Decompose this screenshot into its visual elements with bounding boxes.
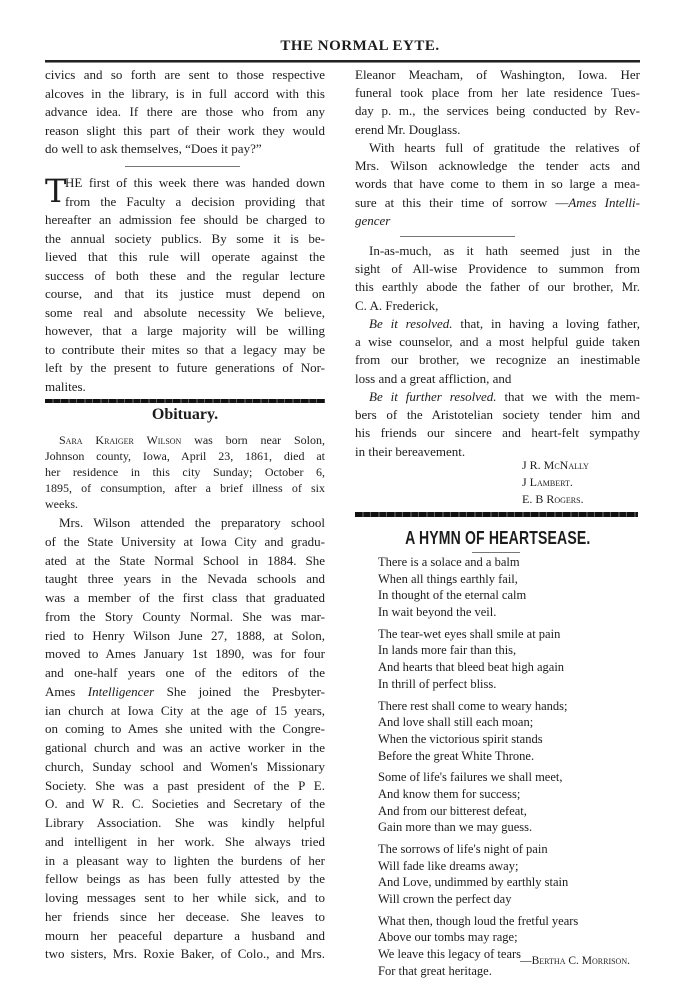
poem-line: There is a solace and a balm bbox=[378, 555, 520, 569]
text-line bbox=[45, 248, 325, 267]
poem-author: —Bertha C. Morrison. bbox=[520, 955, 630, 967]
poem-line: And from our bitterest defeat, bbox=[378, 803, 527, 818]
editorial-paragraph-civics bbox=[45, 66, 325, 159]
italic-text: Ames Intelli- bbox=[568, 194, 640, 210]
section-divider bbox=[125, 166, 240, 167]
text-segment: Society. She was a past president of the P E. bbox=[45, 777, 325, 793]
text-segment: church, Sunday school and Women's Missionary bbox=[45, 758, 325, 774]
text-segment: was born near Solon, bbox=[181, 433, 325, 447]
text-segment: malites. bbox=[45, 378, 86, 394]
text-line bbox=[45, 359, 325, 378]
text-line bbox=[355, 443, 640, 461]
section-rule bbox=[355, 512, 638, 517]
signature: J R. McNally bbox=[522, 458, 589, 472]
text-line bbox=[45, 304, 325, 323]
text-segment: civics and so forth are sent to those respective bbox=[45, 67, 325, 82]
text-segment: from the Faculty a decision providing that bbox=[65, 193, 325, 209]
text-line bbox=[45, 645, 325, 664]
poem-line: When the victorious spirit stands bbox=[378, 731, 543, 746]
text-segment: ated at the State Normal School in 1884. She bbox=[45, 552, 325, 568]
poem-line: For that great heritage. bbox=[378, 963, 492, 978]
text-segment: Eleanor Meacham, of Washington, Iowa. Her bbox=[355, 67, 640, 82]
text-line bbox=[45, 795, 325, 814]
text-segment: Mrs. Wilson attended the preparatory school bbox=[59, 515, 325, 530]
poem-line: In wait beyond the veil. bbox=[378, 605, 497, 620]
text-line bbox=[45, 570, 325, 589]
text-line bbox=[355, 351, 640, 369]
text-line bbox=[355, 102, 640, 120]
text-segment: fellow beings as has been fully attested by the bbox=[45, 871, 325, 887]
text-segment: sure at this their time of sorrow — bbox=[355, 194, 569, 210]
poem-line: Will crown the perfect day bbox=[378, 892, 512, 907]
text-line bbox=[45, 627, 325, 646]
obituary-continuation bbox=[355, 66, 640, 139]
text-segment: reason slight this part of their work they would bbox=[45, 122, 325, 138]
text-line bbox=[45, 720, 325, 739]
text-line bbox=[45, 122, 325, 141]
text-line bbox=[355, 66, 640, 84]
poem-stanza bbox=[378, 841, 578, 908]
text-line bbox=[45, 852, 325, 871]
text-line bbox=[45, 814, 325, 833]
text-segment: in a pleasant way to lighten the burdens of her bbox=[45, 852, 325, 868]
small-caps-text: Sara Kraiger Wilson bbox=[59, 433, 182, 447]
italic-text: Be it resolved. bbox=[369, 316, 453, 331]
text-segment: of the State University at Iowa City and gradu- bbox=[45, 533, 325, 549]
text-line bbox=[45, 285, 325, 304]
text-line bbox=[355, 242, 640, 260]
poem-line: Will fade like dreams away; bbox=[378, 858, 519, 873]
text-segment: from the Story County Normal. She was mar- bbox=[45, 608, 325, 624]
text-segment: left by the present to future generations of Nor- bbox=[45, 360, 325, 375]
obituary-intro bbox=[45, 432, 325, 512]
text-segment: Library Association. She was kindly helpful bbox=[45, 815, 325, 830]
text-line bbox=[45, 758, 325, 777]
poem-line: When all things earthly fail, bbox=[378, 571, 518, 586]
resolution-preamble bbox=[355, 242, 640, 315]
poem-line: We leave this legacy of tears bbox=[378, 947, 522, 962]
text-segment: lieved that this rule will operate against the bbox=[45, 249, 325, 264]
italic-text: gencer bbox=[355, 212, 391, 228]
resolution-second bbox=[355, 388, 640, 461]
obituary-body bbox=[45, 514, 325, 964]
text-segment: and one-half years one of the editors of the bbox=[45, 665, 325, 680]
text-line bbox=[45, 908, 325, 927]
italic-text: Intelligencer bbox=[87, 683, 155, 699]
poem-line: The tear-wet eyes shall smile at pain bbox=[378, 626, 561, 641]
text-line bbox=[355, 315, 640, 333]
text-segment: hereafter an admission fee should be charged to bbox=[45, 212, 325, 227]
text-line bbox=[45, 448, 325, 464]
text-line bbox=[45, 464, 325, 480]
poem-line: There rest shall come to weary hands; bbox=[378, 698, 568, 713]
text-segment: do well to ask themselves, “Does it pay?” bbox=[45, 141, 262, 156]
italic-text: Be it further resolved. bbox=[369, 389, 497, 404]
text-line bbox=[45, 193, 325, 212]
text-line bbox=[45, 870, 325, 889]
text-segment: alcoves in the library, is in full accord with this bbox=[45, 85, 325, 101]
poem-stanza bbox=[378, 913, 578, 980]
poem-title bbox=[355, 528, 640, 549]
text-segment: bers of the Aristotelian society tender him and bbox=[355, 407, 640, 423]
text-line bbox=[355, 175, 640, 193]
text-line bbox=[45, 945, 325, 964]
poem-line: And love shall still each moan; bbox=[378, 715, 534, 730]
text-segment: in their bereavement. bbox=[355, 443, 466, 459]
text-line bbox=[355, 388, 640, 406]
text-line bbox=[45, 889, 325, 908]
text-line bbox=[355, 260, 640, 278]
text-line bbox=[45, 664, 325, 683]
text-segment: moved to Ames January 1st 1890, was for four bbox=[45, 646, 325, 662]
text-segment: his friends our sincere and heart-felt sympathy bbox=[355, 425, 640, 441]
text-segment: a wise counselor, and a most helpful guide taken bbox=[355, 334, 640, 350]
text-segment: on coming to Ames she united with the Congre- bbox=[45, 721, 325, 737]
text-segment: 1895, of consumption, after a brief illness of six bbox=[45, 481, 325, 495]
text-segment: advance idea. If there are those who from any bbox=[45, 104, 325, 119]
text-line bbox=[45, 927, 325, 946]
text-line bbox=[45, 833, 325, 852]
editorial-paragraph-admission-fee bbox=[45, 174, 325, 396]
text-segment: that, in having a loving father, bbox=[452, 316, 640, 331]
poem-line: What then, though loud the fretful years bbox=[378, 913, 579, 928]
poem-title-text: A HYMN OF HEARTSEASE. bbox=[404, 528, 591, 548]
poem-stanza bbox=[378, 554, 578, 621]
text-segment: C. A. Frederick, bbox=[355, 297, 439, 313]
poem-stanza bbox=[378, 769, 578, 836]
text-segment: day p. m., the services being conducted by Rev- bbox=[355, 103, 640, 119]
text-segment: this earthly abode the father of our brother, Mr. bbox=[355, 279, 640, 295]
text-segment: however, that a large majority will be willing bbox=[45, 323, 325, 338]
text-line bbox=[355, 406, 640, 424]
text-line bbox=[355, 121, 640, 139]
text-segment: from our brother, we recognize an inestimable bbox=[355, 352, 640, 368]
text-line bbox=[45, 589, 325, 608]
text-line bbox=[45, 341, 325, 360]
poem-line: Gain more than we may guess. bbox=[378, 820, 533, 835]
section-rule bbox=[45, 399, 325, 403]
text-line bbox=[355, 370, 640, 388]
text-segment: In-as-much, as it hath seemed just in the bbox=[369, 243, 640, 258]
poem-line: And Love, undimmed by earthly stain bbox=[378, 875, 569, 890]
text-segment: Mrs. Wilson acknowledge the tender acts and bbox=[355, 158, 640, 174]
text-segment: O. and W R. C. Societies and Secretary of the bbox=[45, 796, 325, 812]
text-segment: erend Mr. Douglass. bbox=[355, 121, 461, 137]
text-segment: Johnson county, Iowa, April 23, 1861, died at bbox=[45, 449, 325, 463]
poem-stanza bbox=[378, 698, 578, 765]
text-line bbox=[45, 211, 325, 230]
poem-line: The sorrows of life's night of pain bbox=[378, 842, 548, 856]
text-line bbox=[45, 267, 325, 286]
title-underline bbox=[472, 552, 520, 553]
text-line bbox=[45, 378, 325, 397]
text-line bbox=[45, 85, 325, 104]
text-segment: She joined the Presbyter- bbox=[154, 683, 325, 699]
text-segment: funeral took place from her late residence Tues- bbox=[355, 85, 640, 101]
obituary-heading: Obituary. bbox=[151, 406, 219, 423]
text-line bbox=[45, 702, 325, 721]
signature: J Lambert. bbox=[522, 475, 573, 489]
section-divider bbox=[400, 236, 515, 237]
poem-line: In thrill of perfect bliss. bbox=[378, 676, 497, 691]
text-line bbox=[45, 103, 325, 122]
text-line bbox=[45, 608, 325, 627]
text-segment: and intelligent in her work. She always tried bbox=[45, 833, 325, 849]
poem-line: Above our tombs may rage; bbox=[378, 930, 518, 945]
text-segment: was a member of the first class that graduated bbox=[45, 590, 325, 605]
text-segment: that we with the mem- bbox=[496, 389, 640, 404]
poem-line: Some of life's failures we shall meet, bbox=[378, 770, 563, 785]
text-segment: success of both these and the regular lecture bbox=[45, 267, 325, 283]
text-segment: Ames bbox=[45, 683, 88, 699]
text-line bbox=[45, 480, 325, 496]
text-segment: her residence in this city Sunday; October 6, bbox=[45, 465, 325, 479]
newspaper-masthead: THE NORMAL EYTE. bbox=[280, 38, 440, 54]
resolution-signatures bbox=[522, 457, 589, 508]
text-line bbox=[45, 533, 325, 552]
text-line bbox=[45, 739, 325, 758]
resolution-first bbox=[355, 315, 640, 388]
signature: E. B Rogers. bbox=[522, 492, 584, 506]
poem-body bbox=[378, 554, 578, 985]
text-segment: loving messages sent to her while sick, and to bbox=[45, 890, 325, 905]
obituary-thanks bbox=[355, 139, 640, 230]
text-segment: her friends since her decease. She leaves to bbox=[45, 908, 325, 924]
text-line bbox=[45, 174, 325, 193]
text-line bbox=[45, 496, 325, 512]
text-segment: HE first of this week there was handed down bbox=[65, 175, 325, 190]
text-line bbox=[355, 194, 640, 212]
poem-line: And hearts that bleed beat high again bbox=[378, 660, 565, 675]
poem-line: And know them for success; bbox=[378, 786, 521, 801]
poem-line: Before the great White Throne. bbox=[378, 748, 535, 763]
text-line bbox=[45, 514, 325, 533]
text-line bbox=[355, 212, 640, 230]
text-segment: course, and that its justice must depend on bbox=[45, 286, 325, 301]
text-line bbox=[355, 278, 640, 296]
text-segment: ian church at Iowa City at the age of 15 years, bbox=[45, 702, 325, 718]
text-line bbox=[355, 157, 640, 175]
text-line bbox=[45, 683, 325, 702]
header-rule bbox=[45, 60, 640, 63]
text-segment: two sisters, Mrs. Roxie Baker, of Colo., and Mrs. bbox=[45, 946, 325, 962]
text-segment: words that have come to them in so large a mea- bbox=[355, 176, 640, 192]
text-line bbox=[45, 432, 325, 448]
text-segment: taught three years in the Nevada schools and bbox=[45, 571, 325, 587]
text-line bbox=[45, 66, 325, 85]
text-segment: some real and absolute necessity We believe, bbox=[45, 304, 325, 320]
text-segment: weeks. bbox=[45, 497, 78, 511]
text-segment: the annual society publics. By some it is be- bbox=[45, 230, 325, 246]
drop-cap: T bbox=[45, 172, 67, 210]
text-line bbox=[355, 297, 640, 315]
poem-line: In thought of the eternal calm bbox=[378, 588, 527, 603]
text-segment: ried to Henry Wilson June 27, 1888, at Solon, bbox=[45, 627, 325, 643]
text-segment: to contribute their mites so that a legacy may be bbox=[45, 341, 325, 357]
text-segment: sight of All-wise Providence to summon from bbox=[355, 261, 640, 277]
text-line bbox=[355, 139, 640, 157]
text-line bbox=[45, 552, 325, 571]
text-line bbox=[355, 84, 640, 102]
text-line bbox=[45, 140, 325, 159]
text-line bbox=[355, 424, 640, 442]
text-line bbox=[45, 322, 325, 341]
text-segment: loss and a great affliction, and bbox=[355, 370, 512, 386]
poem-stanza bbox=[378, 626, 578, 693]
text-segment: gational church and was an active worker in the bbox=[45, 740, 325, 755]
text-line bbox=[355, 333, 640, 351]
text-line bbox=[45, 777, 325, 796]
text-segment: mourn her peaceful departure a husband and bbox=[45, 927, 325, 943]
text-segment: With hearts full of gratitude the relatives of bbox=[369, 140, 640, 155]
poem-line: In lands more fair than this, bbox=[378, 643, 517, 658]
text-line bbox=[45, 230, 325, 249]
